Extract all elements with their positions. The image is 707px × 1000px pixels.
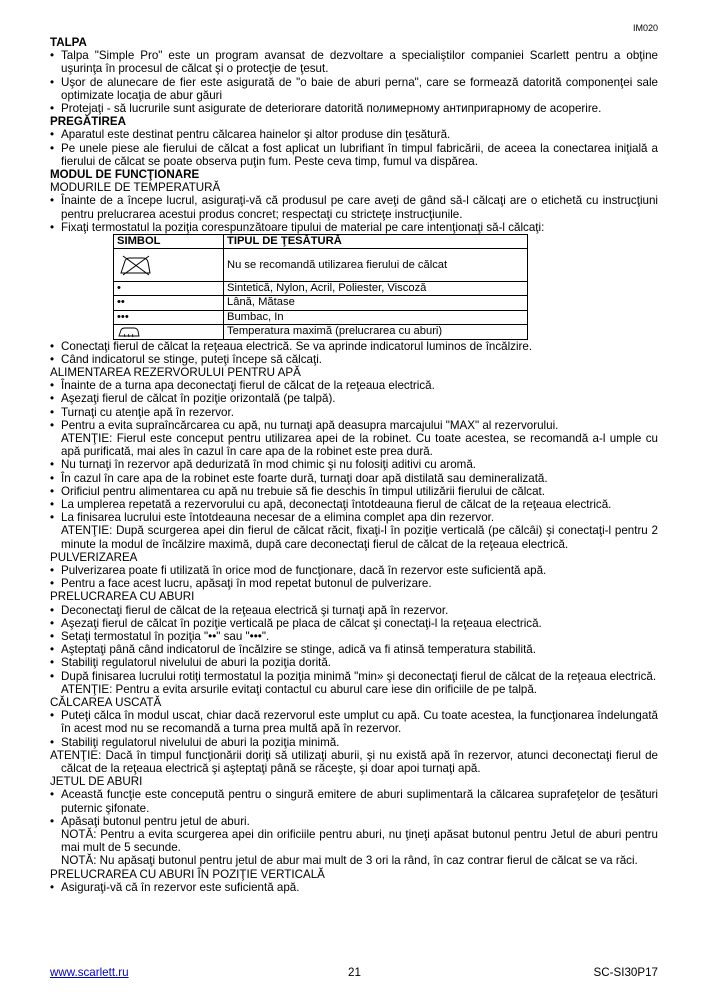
table-cell-symbol: • xyxy=(114,282,224,296)
table-cell-fabric: Bumbac, In xyxy=(224,310,528,324)
subsection-title: PRELUCRAREA CU ABURI xyxy=(50,590,195,604)
table-cell-symbol: •• xyxy=(114,296,224,310)
bullet-item: • Protejaţi - să lucrurile sunt asigurate de deteriorare datorită полимерному антипригарному de acoperire. xyxy=(50,102,658,115)
bullet-item: • La umplerea repetată a rezervorului cu apă, deconectaţi întotdeauna fierul de călcat de la reţeaua electrică. xyxy=(50,498,658,511)
bullet-item: • După finisarea lucrului rotiţi termostatul la poziţia minimă "min» şi deconectaţi fierul de călcat de la reţeaua electrică. xyxy=(50,670,658,683)
bullet-item: • Înainte de a începe lucrul, asiguraţi-vă că produsul pe care aveţi de gând să-l călcaţi are o etichetă cu instrucţiuni pentru prelucrarea acestui produs concret; respectaţi cu stricteţe instrucţiunile. xyxy=(50,194,658,220)
bullet-item: • Pentru a face acest lucru, apăsaţi în mod repetat butonul de pulverizare. xyxy=(50,577,658,590)
attention-note: ATENŢIE: Fierul este conceput pentru utilizarea apei de la robinet. Cu toate acestea, se recomandă a-l umple cu apă purificată, mai ales în cazul în care apa de la robinet este prea dură. xyxy=(61,431,658,459)
bullet-item: • Puteţi călca în modul uscat, chiar dacă rezervorul este umplut cu apă. Cu toate acestea, la funcţionarea îndelungată în acest mod nu se recomandă a turna prea multă apă în rezervor. xyxy=(50,709,658,735)
subsection-title: CĂLCAREA USCATĂ xyxy=(50,696,162,709)
website-link[interactable]: www.scarlett.ru xyxy=(50,966,129,979)
bullet-item: • Pe unele piese ale fierului de călcat a fost aplicat un lubrifiant în timpul fabricării, de aceea la conectarea iniţială a fierului de călcat se poate observa puţin fum. Peste ceva timp, fumul va dispărea. xyxy=(50,142,658,168)
table-cell-fabric: Sintetică, Nylon, Acril, Poliester, Viscoză xyxy=(224,282,528,296)
bullet-item: • Apăsaţi butonul pentru jetul de aburi. xyxy=(50,815,658,828)
bullet-item: • Aşteptaţi până când indicatorul de încălzire se stinge, adică va fi atinsă temperatura stabilită. xyxy=(50,643,658,656)
doc-code: IM020 xyxy=(632,23,658,33)
attention-note: ATENŢIE: Pentru a evita arsurile evitaţi contactul cu aburul care iese din orificiile de pe talpă. xyxy=(61,682,538,696)
attention-note: ATENŢIE: Dacă în timpul funcţionării doriţi să utilizaţi aburii, şi nu există apă în rezervor, atunci deconectaţi fierul de călcat de la reţeaua electrică şi aşteptaţi până se răceşte, şi doar apoi turnaţi apă. xyxy=(50,748,658,776)
page-number: 21 xyxy=(348,966,361,979)
table-row xyxy=(114,324,528,339)
bullet-item: • Nu turnaţi în rezervor apă dedurizată în mod chimic şi nu folosiţi aditivi cu aromă. xyxy=(50,458,658,471)
table-header-fabric: TIPUL DE ŢESĂTURĂ xyxy=(224,235,528,249)
subsection-title: PRELUCRAREA CU ABURI ÎN POZIŢIE VERTICALĂ xyxy=(50,867,325,881)
bullet-item: • Aşezaţi fierul de călcat în poziţie orizontală (pe talpă). xyxy=(50,392,658,405)
bullet-item: • Această funcţie este concepută pentru o singură emitere de aburi suplimentară la călcarea suprafeţelor de ţesături puternic şifonate. xyxy=(50,788,658,814)
bullet-item: • Pentru a evita supraîncărcarea cu apă, nu turnaţi apă deasupra marcajului "MAX" al rezervorului. xyxy=(50,419,658,432)
steam-symbol-cell xyxy=(114,324,224,339)
table-cell-fabric: Temperatura maximă (prelucrarea cu aburi) xyxy=(224,324,528,339)
section-title-pregatirea: PREGĂTIREA xyxy=(50,115,127,129)
bullet-item: • Stabiliţi regulatorul nivelului de aburi la poziţia minimă. xyxy=(50,736,658,749)
table-header-symbol: SIMBOL xyxy=(114,235,224,249)
subsection-title: PULVERIZAREA xyxy=(50,550,138,564)
no-iron-symbol-cell xyxy=(114,249,224,282)
model-code: SC-SI30P17 xyxy=(593,966,658,979)
section-title-modul: MODUL DE FUNCŢIONARE xyxy=(50,168,200,182)
subsection-title: ALIMENTAREA REZERVORULUI PENTRU APĂ xyxy=(50,365,301,379)
note: NOTĂ: Nu apăsaţi butonul pentru jetul de abur mai mult de 3 ori la rând, în caz contrar fierul de călcat se va răci. xyxy=(61,854,638,868)
bullet-item: • Pulverizarea poate fi utilizată în orice mod de funcţionare, dacă în rezervor este suficientă apă. xyxy=(50,564,658,577)
page-body xyxy=(50,36,658,894)
table-row xyxy=(114,282,528,296)
bullet-item: • La finisarea lucrului este întotdeauna necesar de a elimina complet apa din rezervor. xyxy=(50,511,658,524)
bullet-item: • Deconectaţi fierul de călcat de la reţeaua electrică şi turnaţi apă în rezervor. xyxy=(50,604,658,617)
bullet-item: • În cazul în care apa de la robinet este foarte dură, turnaţi doar apă distilată sau demineralizată. xyxy=(50,472,658,485)
bullet-item: • Talpa "Simple Pro" este un program avansat de dezvoltare a specialiştilor companiei Scarlett pentru a obţine uşurinţa în procesul de călcat şi o protecţie de ţesut. xyxy=(50,49,658,75)
bullet-item: • Fixaţi termostatul la poziţia corespunzătoare tipului de material pe care intenţionaţi să-l călcaţi: xyxy=(50,221,658,234)
no-iron-icon xyxy=(117,253,153,277)
bullet-item: • Aparatul este destinat pentru călcarea hainelor şi altor produse din ţesătură. xyxy=(50,128,658,141)
attention-note: ATENŢIE: După scurgerea apei din fierul de călcat răcit, fixaţi-l în poziţie verticală (pe călcâi) şi conectaţi-l pentru 2 minute la modul de încălzire maximă, după care deconectaţi fierul de călcat de la reţeaua electrică. xyxy=(61,524,658,551)
table-cell-symbol: ••• xyxy=(114,310,224,324)
steam-iron-icon xyxy=(117,325,141,338)
bullet-item: • Orificiul pentru alimentarea cu apă nu trebuie să fie deschis în timpul utilizării fierului de călcat. xyxy=(50,485,658,498)
bullet-item: • Conectaţi fierul de călcat la reţeaua electrică. Se va aprinde indicatorul luminos de încălzire. xyxy=(50,340,658,353)
table-cell-fabric: Lână, Mătase xyxy=(224,296,528,310)
table-row xyxy=(114,310,528,324)
subsection-title: MODURILE DE TEMPERATURĂ xyxy=(50,181,221,195)
bullet-item: • Uşor de alunecare de fier este asigurată de "o baie de aburi perna", care se formează datorită componenţei sale optimizate locaţia de abur găuri xyxy=(50,76,658,102)
bullet-item: • Stabiliţi regulatorul nivelului de aburi la poziţia dorită. xyxy=(50,656,658,669)
table-header-row xyxy=(114,235,528,249)
note: NOTĂ: Pentru a evita scurgerea apei din orificiile pentru aburi, nu ţineţi apăsat butonul pentru Jetul de aburi pentru mai mult de 5 secunde. xyxy=(61,828,658,855)
table-cell-fabric: Nu se recomandă utilizarea fierului de călcat xyxy=(224,249,528,282)
fabric-table xyxy=(113,234,528,339)
table-row xyxy=(114,296,528,310)
table-row xyxy=(114,249,528,282)
section-title-talpa: TALPA xyxy=(50,36,87,49)
bullet-item: • Turnaţi cu atenţie apă în rezervor. xyxy=(50,406,658,419)
bullet-item: • Asiguraţi-vă că în rezervor este suficientă apă. xyxy=(50,881,658,894)
subsection-title: JETUL DE ABURI xyxy=(50,775,143,789)
bullet-item: • Setaţi termostatul în poziţia "••" sau "•••". xyxy=(50,630,658,643)
bullet-item: • Aşezaţi fierul de călcat în poziţie verticală pe placa de călcat şi conectaţi-l la reţeaua electrică. xyxy=(50,617,658,630)
bullet-item: • Înainte de a turna apa deconectaţi fierul de călcat de la reţeaua electrică. xyxy=(50,379,658,392)
bullet-item: • Când indicatorul se stinge, puteţi începe să călcaţi. xyxy=(50,353,658,366)
